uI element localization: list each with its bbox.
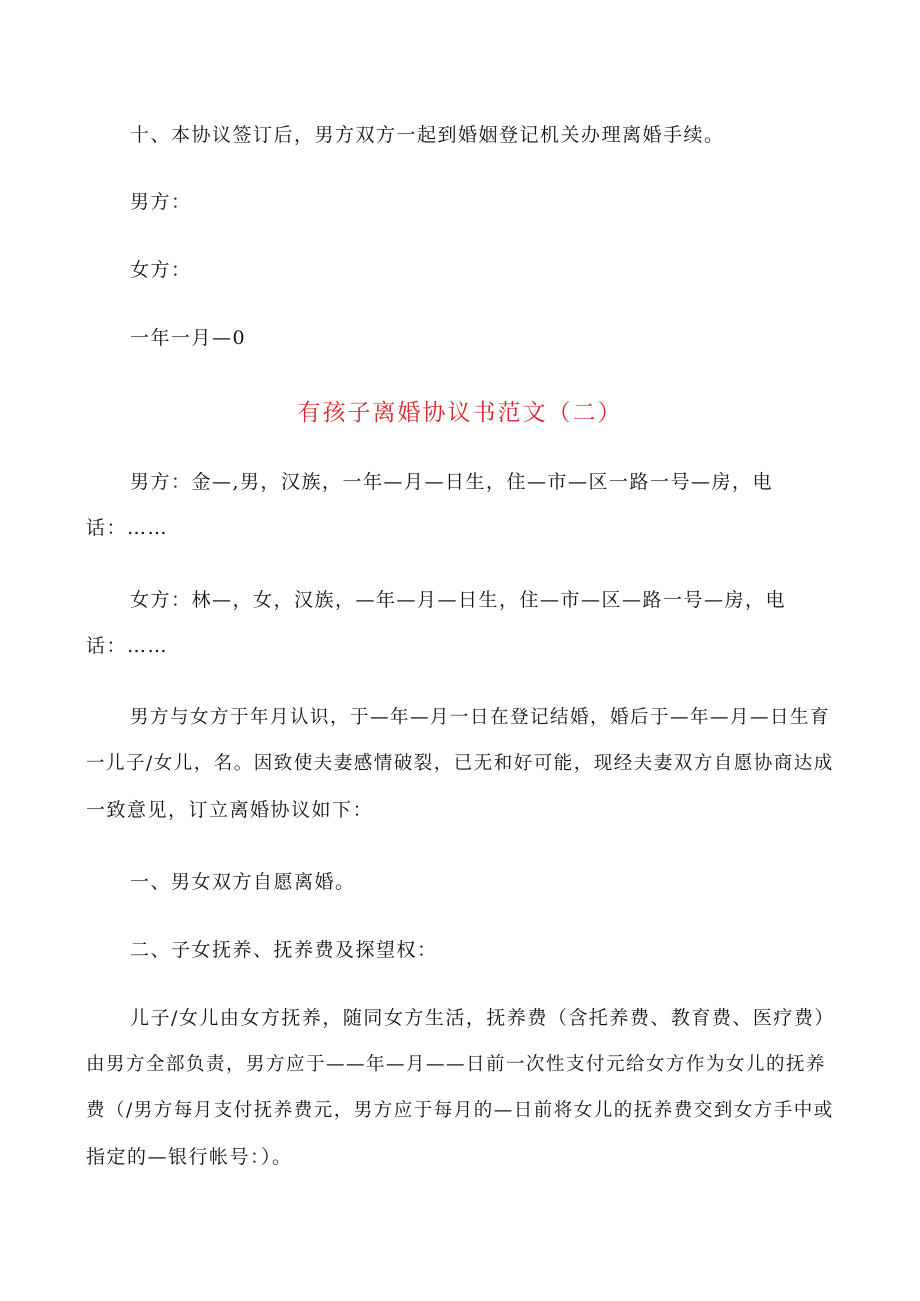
document-title: 有孩子离婚协议书范文（二） [297,400,623,426]
male-info-line-1: 男方：金—,男，汉族，一年—月—日生，住—市—区一路一号—房，电 [130,471,774,493]
custody-line-3: 费（/男方每月支付抚养费元，男方应于每月的—日前将女儿的抚养费交到女方手中或 [86,1100,834,1121]
clause-1-paragraph: 一、男女双方自愿离婚。 [130,871,356,893]
custody-line-4: 指定的—银行帐号：）。 [86,1146,293,1168]
intro-line-2: 一儿子/女儿，名。因致使夫妻感情破裂，已无和好可能，现经夫妻双方自愿协商达成 [86,753,834,774]
custody-line-2: 由男方全部负责，男方应于——年—月——日前一次性支付元给女方作为女儿的抚养 [86,1054,827,1075]
custody-line-1: 儿子/女儿由女方抚养，随同女方生活，抚养费（含托养费、教育费、医疗费） [130,1007,835,1029]
male-signature-label: 男方： [130,191,192,213]
female-info-line-2: 话：…… [86,635,169,657]
female-info-line-1: 女方：林—，女，汉族，—年—月—日生，住—市—区—路一号—房，电 [130,589,787,611]
female-signature-label: 女方： [130,259,192,281]
intro-line-1: 男方与女方于年月认识，于—年—月一日在登记结婚，婚后于—年—月—日生育 [130,707,831,728]
intro-line-3: 一致意见，订立离婚协议如下： [86,799,374,821]
clause-2-heading: 二、子女抚养、抚养费及探望权： [130,939,438,961]
signature-date: 一年一月—0 [130,327,247,349]
male-info-line-2: 话：…… [86,517,169,539]
clause-10-paragraph: 十、本协议签订后，男方双方一起到婚姻登记机关办理离婚手续。 [130,124,725,146]
